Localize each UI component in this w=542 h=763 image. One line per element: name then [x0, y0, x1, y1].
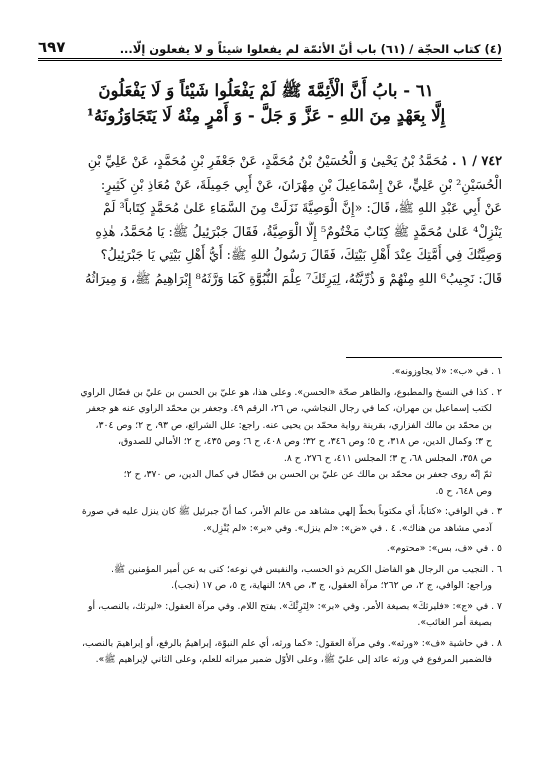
footnote [40, 599, 502, 632]
footnote [40, 385, 502, 501]
footnote [40, 364, 502, 381]
footnote-line: ٥ . في «ف، بس»: «محتوم». [386, 543, 502, 554]
footnote-line: ٣ . في الوافي: «كتاباً، أي مكتوباً بخطّ إلهي مشاهد من عالم الأمر، كما أنّ جبرئيل ﷺ كان ينزل عليه في صورة [81, 506, 502, 517]
footnote-line: ٢ . كذا في النسخ والمطبوع، والظاهر صحّة «الحسن». وعلى هذا، هو عليّ بن الحسن بن عليّ بن فضّال الراوي [80, 386, 502, 398]
page-number: ٦٩٧ [38, 38, 66, 56]
footnote-line: بن محمّد بن مالك الفزاري، بقرينة رواية محمّد بن يحيى عنه. راجع: علل الشرائع، ص ٩٣، ح ٢؛ وص ٣٠٤، [95, 419, 492, 431]
chapter-heading-line-1: ٦١ - بابُ أَنَّ الْأَئِمَّةَ ﷺ لَمْ يَفْعَلُوا شَيْئاً وَ لَا يَفْعَلُونَ [98, 81, 434, 100]
footnote-line: ٧ . في «ج»: «فليرثكَ» بصيغة الأمر. وفي «بر»: «لِتَرِثْكَ». بفتح اللام. وفي مرآة العقول: «ليرثك، بالنصب، أو [88, 600, 502, 612]
footnote-line: وص ٦٤٨، ح ٥. [435, 485, 492, 497]
footnote-line: بصيغة أمر الغائب». [417, 617, 492, 628]
hadith-number: ٧٤٢ / ١ . [451, 154, 502, 169]
hadith-line-1-text: مُحَمَّدُ بْنُ يَحْيىٰ وَ الْحُسَيْنُ بْنُ مُحَمَّدٍ، عَنْ جَعْفَرِ بْنِ مُحَمَّدٍ، عَنْ عَلِيِّ بْنِ [87, 154, 448, 169]
footnote-separator [346, 357, 502, 358]
footnote-line: وراجع: الوافي، ج ٢، ص ٢٦٢؛ مرآة العقول، ج ٣، ص ٨٩؛ النهاية، ج ٥، ص ١٧ (نجب). [171, 580, 492, 591]
footnote [40, 541, 502, 558]
footnote [40, 636, 502, 669]
footnotes [40, 364, 502, 669]
running-header [38, 28, 502, 56]
footnote-line: آدمي مشاهد من هناك». ٤ . في «ض»: «لم ينزل». وفي «بر»: «لم يُنْزِل». [203, 522, 492, 534]
hadith-line: عَنْ أَبِي عَبْدِ اللهِ ﷺ، قَالَ: «إِنَّ الْوَصِيَّةَ نَزَلَتْ مِنَ السَّمَاءِ عَلىٰ مُحَمَّدٍ كِتَاباً³ لَمْ [102, 201, 502, 216]
header-rule [38, 58, 502, 61]
footnote-line: ح ٣؛ وكمال الدين، ص ٣١٨، ح ٥؛ وص ٣٤٦، ح ٣٢؛ وص ٤٠٨، ح ٦؛ وص ٤٣٥، ح ٢؛ الأمالي للصدوق، [118, 436, 492, 447]
chapter-heading-line-2: إِلَّا بِعَهْدٍ مِنَ اللهِ - عَزَّ وَ جَلَّ - وَ أَمْرٍ مِنْهُ لَا يَتَجَاوَزُونَهُ¹ [86, 106, 446, 125]
hadith-line: الْحُسَيْنِ² بْنِ عَلِيٍّ، عَنْ إِسْمَاعِيلَ بْنِ مِهْرَانَ، عَنْ أَبِي جَمِيلَةَ، عَنْ مُعَاذِ بْنِ كَثِيرٍ: [100, 177, 502, 193]
footnote [40, 562, 502, 595]
hadith-line [40, 150, 502, 174]
hadith-text [40, 150, 502, 291]
footnote-line: ٨ . في حاشية «ف»: «ورثه». وفي مرآة العقول: «كما ورثه، أي علم النبوّة، إبراهيمُ بالرفع، أو إبراهيمَ بالنصب، [82, 637, 502, 649]
chapter-heading [60, 78, 472, 128]
footnote-line: ١ . في «ب»: «لا يجاوزونه». [391, 366, 502, 377]
footnote [40, 504, 502, 537]
hadith-line: قَالَ: نَجِيبُ⁶ اللهِ مِنْهُمْ وَ ذُرِّيَّتُهُ، لِيَرِثَكَ⁷ عِلْمَ النُّبُوَّةِ كَمَا وَرَّثَهُ⁸ إِبْرَاهِيمُ ﷺ، وَ مِيرَاثُهُ [84, 271, 502, 287]
footnote-line: ٦ . النجيب من الرجال هو الفاضل الكريم ذو الحسب، والنفيس في نوعه؛ كنى به عن أمير المؤمنين ﷺ. [110, 563, 502, 575]
footnote-line: فالضمير المرفوع في ورثه عائد إلى عليّ ﷺ، وعلى الأوّل ضمير ميراثه للعلم، وعلى الثاني لإبراهيم ﷺ». [95, 654, 492, 665]
footnote-line: لكتب إسماعيل بن مهران، كما في رجال النجاشي، ص ٢٦، الرقم ٤٩. وجعفر بن محمّد الراوي عنه هو جعفر [86, 403, 492, 414]
footnote-line: ص ٣٥٨، المجلس ٦٨، ح ٣؛ المجلس ٤١١، ح ٢٧٦، ح ٨. [283, 452, 492, 464]
header-title: (٤) كتاب الحجّة / (٦١) باب أنّ الأئمّة لم يفعلوا شيئاً و لا يفعلون إلّا... [119, 42, 502, 56]
footnote-line: ثمّ إنّه روى جعفر بن محمّد بن مالك عن عليّ بن الحسن بن فضّال في كمال الدين، ص ٣٧٠، ح ٢؛ [123, 469, 492, 480]
hadith-line: وَصِيَّتُكَ فِي أُمَّتِكَ عِنْدَ أَهْلِ بَيْتِكَ، فَقَالَ رَسُولُ اللهِ ﷺ: أَيُّ أَهْلِ بَيْتِي يَا جَبْرَئِيلُ؟ [100, 248, 502, 263]
hadith-line: يَنْزِلْ⁴ عَلىٰ مُحَمَّدٍ ﷺ كِتَابٌ مَخْتُومٌ⁵ إِلَّا الْوَصِيَّةُ، فَقَالَ جَبْرَئِيلُ ﷺ: يَا مُحَمَّدُ، هٰذِهِ [95, 224, 502, 240]
